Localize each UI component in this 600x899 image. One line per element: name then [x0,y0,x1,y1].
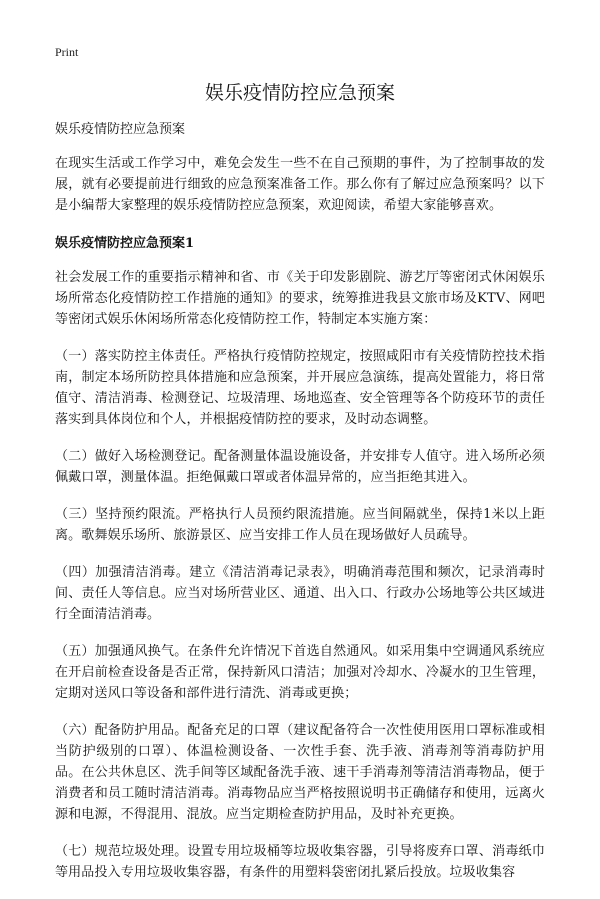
body-paragraph: （六）配备防护用品。配备充足的口罩（建议配备符合一次性使用医用口罩标准或相当防护级别的口罩）、体温检测设备、一次性手套、洗手液、消毒剂等消毒防护用品。在公共休息区、洗手间等区域配备洗手液、速干手消毒剂等清洁消毒物品，便于消费者和员工随时清洁消毒。消毒物品应当严格按照说明书正确储存和使用，远离火源和电源，不得混用、混放。应当定期检查防护用品，及时补充更换。 [55,723,545,822]
body-paragraph: （四）加强清洁消毒。建立《清洁消毒记录表》，明确消毒范围和频次，记录消毒时间、责任人等信息。应当对场所营业区、通道、出入口、行政办公场地等公共区域进行全面清洁消毒。 [55,565,545,622]
section-heading: 娱乐疫情防控应急预案1 [55,236,195,251]
intro-paragraph: 在现实生活或工作学习中，难免会发生一些不在自己预期的事件，为了控制事故的发展，就有必要提前进行细致的应急预案准备工作。那么你有了解过应急预案吗？以下是小编帮大家整理的娱乐疫情防控应急预案，欢迎阅读，希望大家能够喜欢。 [55,156,545,213]
body-paragraph: （五）加强通风换气。在条件允许情况下首选自然通风。如采用集中空调通风系统应在开启前检查设备是否正常，保持新风口清洁；加强对冷却水、冷凝水的卫生管理，定期对送风口等设备和部件进行清洗、消毒或更换； [55,644,545,701]
document-body [55,118,545,899]
body-paragraph: （七）规范垃圾处理。设置专用垃圾桶等垃圾收集容器，引导将废弃口罩、消毒纸巾等用品投入专用垃圾收集容器，有条件的用塑料袋密闭扎紧后投放。垃圾收集容 [55,844,545,880]
body-paragraph: 社会发展工作的重要指示精神和省、市《关于印发影剧院、游艺厅等密闭式休闲娱乐场所常态化疫情防控工作措施的通知》的要求，统筹推进我县文旅市场及KTV、网吧等密闭式娱乐休闲场所常态化疫情防控工作，特制定本实施方案： [55,270,545,327]
page-title: 娱乐疫情防控应急预案 [204,82,395,104]
print-link[interactable]: Print [55,45,79,59]
body-paragraph: （三）坚持预约限流。严格执行人员预约限流措施。应当间隔就坐，保持1米以上距离。歌舞娱乐场所、旅游景区、应当安排工作人员在现场做好人员疏导。 [55,507,545,543]
body-paragraph: （一）落实防控主体责任。严格执行疫情防控规定，按照咸阳市有关疫情防控技术指南，制定本场所防控具体措施和应急预案，并开展应急演练，提高处置能力，将日常值守、清洁消毒、检测登记、垃圾清理、场地巡查、安全管理等各个防疫环节的责任落实到具体岗位和个人，并根据疫情防控的要求，及时动态调整。 [55,349,545,427]
body-paragraph: （二）做好入场检测登记。配备测量体温设施设备，并安排专人值守。进入场所必须佩戴口罩，测量体温。拒绝佩戴口罩或者体温异常的，应当拒绝其进入。 [55,449,545,485]
document-subtitle: 娱乐疫情防控应急预案 [55,122,186,137]
